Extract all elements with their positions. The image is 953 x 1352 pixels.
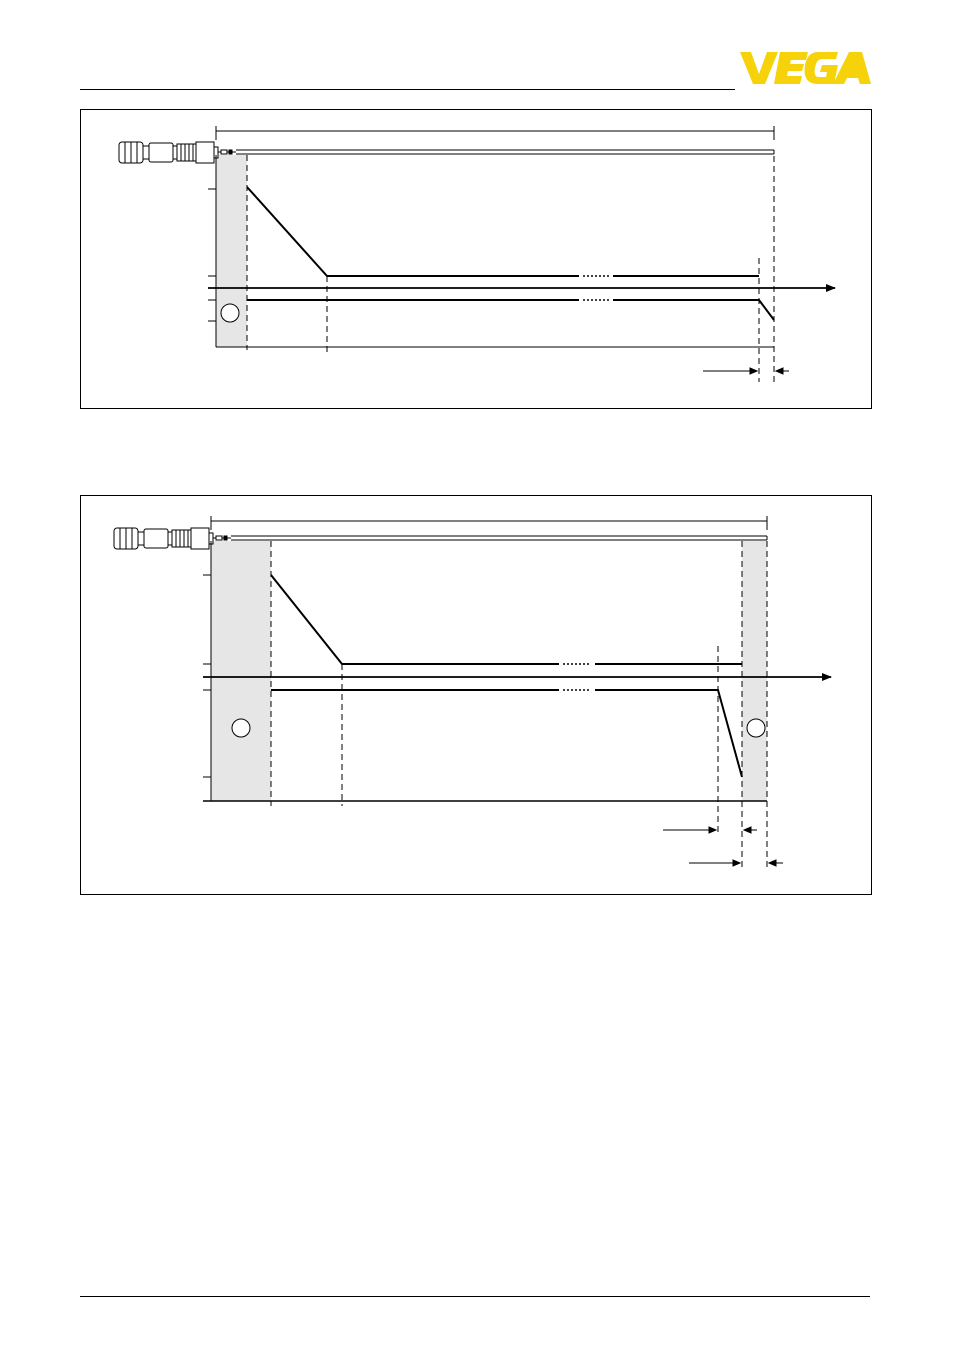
lower-characteristic-curve bbox=[247, 300, 774, 320]
end-dimension-1 bbox=[663, 827, 757, 833]
lower-characteristic-curve bbox=[271, 690, 742, 777]
vertical-axis bbox=[203, 541, 211, 801]
reference-dashed-lines bbox=[247, 155, 774, 382]
callout-circle-2 bbox=[747, 719, 765, 737]
dead-zone-top bbox=[211, 541, 271, 801]
header-rule bbox=[80, 89, 735, 90]
vega-logo bbox=[738, 50, 872, 86]
callout-circle-1 bbox=[232, 719, 250, 737]
figure-2-frame bbox=[80, 495, 872, 895]
dead-zone-end bbox=[742, 541, 767, 801]
end-dimension-2 bbox=[689, 860, 783, 866]
upper-characteristic-curve bbox=[271, 575, 742, 664]
figure-1-frame bbox=[80, 109, 872, 409]
probe-length-dimension bbox=[211, 516, 767, 530]
footer-rule bbox=[80, 1296, 870, 1297]
callout-circle bbox=[221, 304, 239, 322]
vertical-axis bbox=[208, 155, 216, 347]
figure-2-diagram bbox=[81, 496, 873, 896]
vega-logo-mark bbox=[740, 52, 871, 84]
figure-1-diagram bbox=[81, 110, 873, 410]
reference-dashed-lines bbox=[271, 541, 767, 871]
end-dimension bbox=[703, 368, 789, 374]
upper-characteristic-curve bbox=[247, 187, 759, 276]
probe-length-dimension bbox=[216, 126, 774, 140]
